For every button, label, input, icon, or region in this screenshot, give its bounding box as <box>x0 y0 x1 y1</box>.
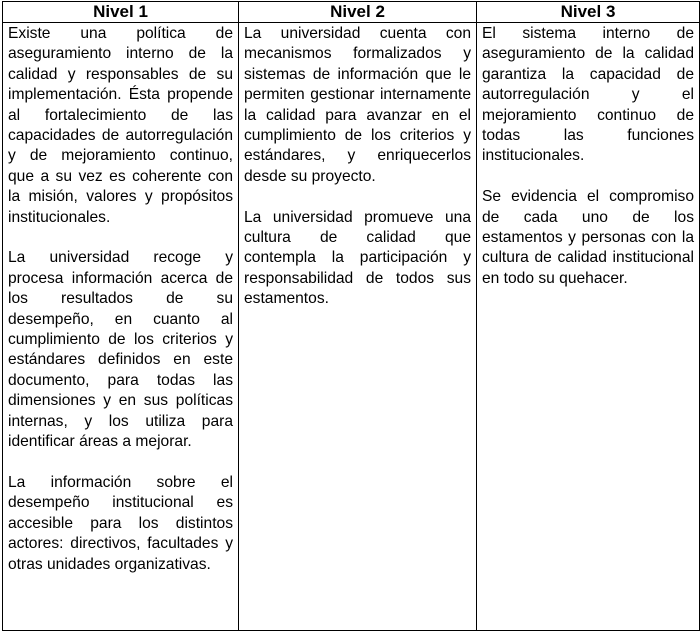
nivel-1-paragraph: Existe una política de aseguramiento interno de la calidad y responsables de su implementación. Ésta propende al fortalecimiento de las capacidades de autorregulación y de mejoramiento continuo, que a su vez es coherente con la misión, valores y propósitos institucionales. <box>8 25 233 226</box>
nivel-2-paragraph: La universidad cuenta con mecanismos formalizados y sistemas de información que le permiten gestionar internamente la calidad para avanzar en el cumplimiento de los criterios y estándares, y enriquecerlos desde su proyecto. <box>244 25 471 185</box>
column-header-nivel-1: Nivel 1 <box>3 2 239 23</box>
nivel-3-paragraph: El sistema interno de aseguramiento de la calidad garantiza la capacidad de autorregulación y el mejoramiento continuo de todas las funciones institucionales. <box>482 25 694 165</box>
table-row <box>3 23 700 631</box>
column-header-nivel-2: Nivel 2 <box>239 2 477 23</box>
nivel-2-cell <box>239 23 477 631</box>
nivel-2-paragraph: La universidad promueve una cultura de calidad que contempla la participación y responsabilidad de todos sus estamentos. <box>244 208 471 308</box>
nivel-3-paragraph: Se evidencia el compromiso de cada uno de los estamentos y personas con la cultura de calidad institucional en todo su quehacer. <box>482 188 694 287</box>
column-header-nivel-3: Nivel 3 <box>477 2 700 23</box>
nivel-1-cell <box>3 23 239 631</box>
nivel-1-paragraph: La universidad recoge y procesa información acerca de los resultados de su desempeño, en cuanto al cumplimiento de los criterios y estándares definidos en este documento, para todas las dimensiones y en sus políticas internas, y los utiliza para identificar áreas a mejorar. <box>8 249 233 451</box>
nivel-1-paragraph: La información sobre el desempeño institucional es accesible para los distintos actores: directivos, facultades y otras unidades organizativas. <box>8 473 233 573</box>
quality-levels-table <box>2 1 700 631</box>
table-header-row <box>3 2 700 23</box>
nivel-3-cell <box>477 23 700 631</box>
